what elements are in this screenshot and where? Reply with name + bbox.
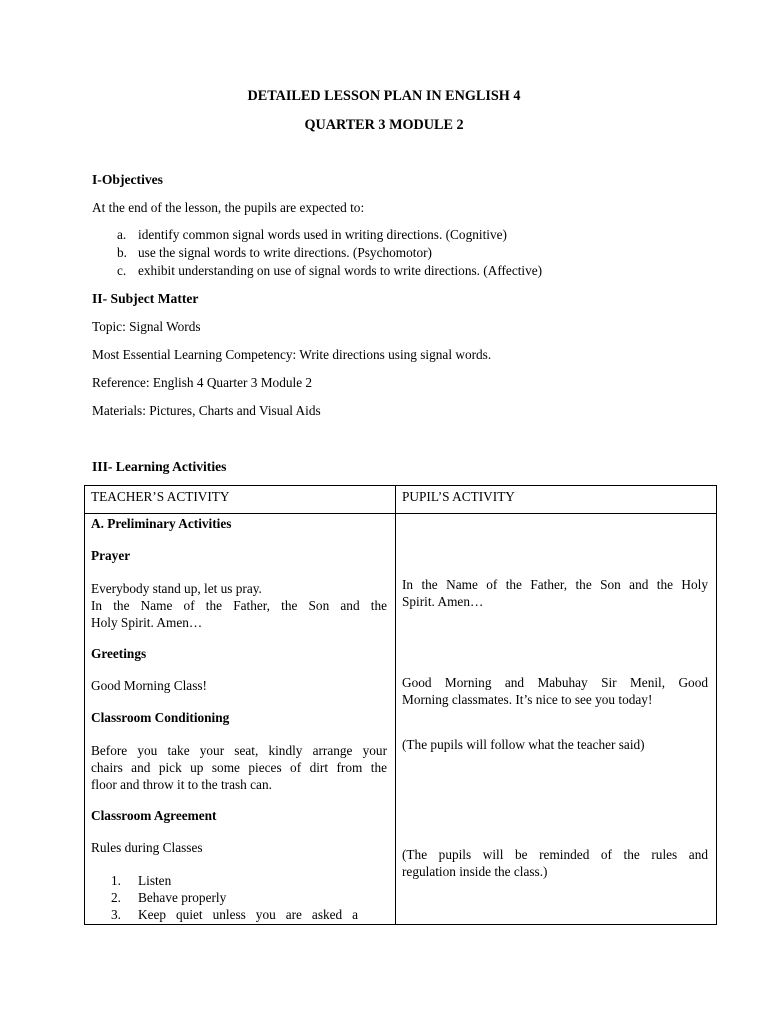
teacher-conditioning-line: chairs and pick up some pieces of dirt from the [91,760,387,775]
pupil-greetings-line: Good Morning and Mabuhay Sir Menil, Good [402,675,708,690]
teacher-prayer-line: Holy Spirit. Amen… [91,615,203,630]
objective-text: use the signal words to write directions. (Psychomotor) [138,245,432,260]
pupil-agreement-line: (The pupils will be reminded of the rules and [402,847,708,862]
teacher-prayer-text [91,580,387,631]
rule-text: Listen [138,873,172,888]
pupil-column-label: PUPIL’S ACTIVITY [402,489,515,504]
activities-table [84,485,717,925]
subject-topic: Topic: Signal Words [92,319,201,334]
pupil-activity-cell [396,514,717,925]
learning-activities-heading: III- Learning Activities [92,459,227,474]
objective-text: exhibit understanding on use of signal words to write directions. (Affective) [138,263,543,278]
greetings-heading: Greetings [91,646,147,661]
teacher-prayer-line: Everybody stand up, let us pray. [91,581,262,596]
objective-marker: b. [117,245,127,260]
objective-marker: c. [117,263,127,278]
teacher-column-header [85,486,396,514]
rule-number: 2. [111,890,121,905]
subject-matter-heading: II- Subject Matter [92,291,199,306]
classroom-conditioning-heading: Classroom Conditioning [91,710,230,725]
pupil-agreement-line: regulation inside the class.) [402,864,548,879]
subject-materials: Materials: Pictures, Charts and Visual Aids [92,403,321,418]
pupil-prayer-line: In the Name of the Father, the Son and the Holy [402,577,708,592]
pupil-greetings-line: Morning classmates. It’s nice to see you today! [402,692,653,707]
document-title: DETAILED LESSON PLAN IN ENGLISH 4 [247,88,521,104]
objective-text: identify common signal words used in writing directions. (Cognitive) [138,227,507,242]
table-row [85,514,717,925]
subject-competency: Most Essential Learning Competency: Write directions using signal words. [92,347,492,362]
list-item [111,906,387,923]
document-subtitle: QUARTER 3 MODULE 2 [304,117,464,133]
rules-list [111,872,387,923]
preliminary-activities-heading: A. Preliminary Activities [91,516,232,531]
rules-intro: Rules during Classes [91,840,203,855]
pupil-conditioning-text: (The pupils will follow what the teacher said) [402,737,645,752]
objectives-intro: At the end of the lesson, the pupils are expected to: [92,200,365,215]
teacher-activity-cell [85,514,396,925]
classroom-agreement-heading: Classroom Agreement [91,808,217,823]
list-item [111,889,387,906]
objective-marker: a. [117,227,127,242]
teacher-conditioning-text [91,742,387,793]
teacher-column-label: TEACHER’S ACTIVITY [91,489,230,504]
pupil-prayer-text [402,576,708,610]
rule-text: Keep quiet unless you are asked a [138,907,359,922]
teacher-greetings-text: Good Morning Class! [91,678,207,693]
teacher-conditioning-line: Before you take your seat, kindly arrange your [91,743,387,758]
objectives-heading: I-Objectives [92,172,163,187]
table-header-row [85,486,717,514]
teacher-conditioning-line: floor and throw it to the trash can. [91,777,272,792]
list-item [111,872,387,889]
teacher-prayer-line: In the Name of the Father, the Son and the [91,598,387,613]
pupil-greetings-text [402,674,708,708]
prayer-heading: Prayer [91,548,131,563]
pupil-agreement-text [402,846,708,880]
rule-number: 1. [111,873,121,888]
pupil-column-header [396,486,717,514]
rule-text: Behave properly [138,890,227,905]
rule-number: 3. [111,907,121,922]
pupil-prayer-line: Spirit. Amen… [402,594,484,609]
subject-reference: Reference: English 4 Quarter 3 Module 2 [92,375,313,390]
